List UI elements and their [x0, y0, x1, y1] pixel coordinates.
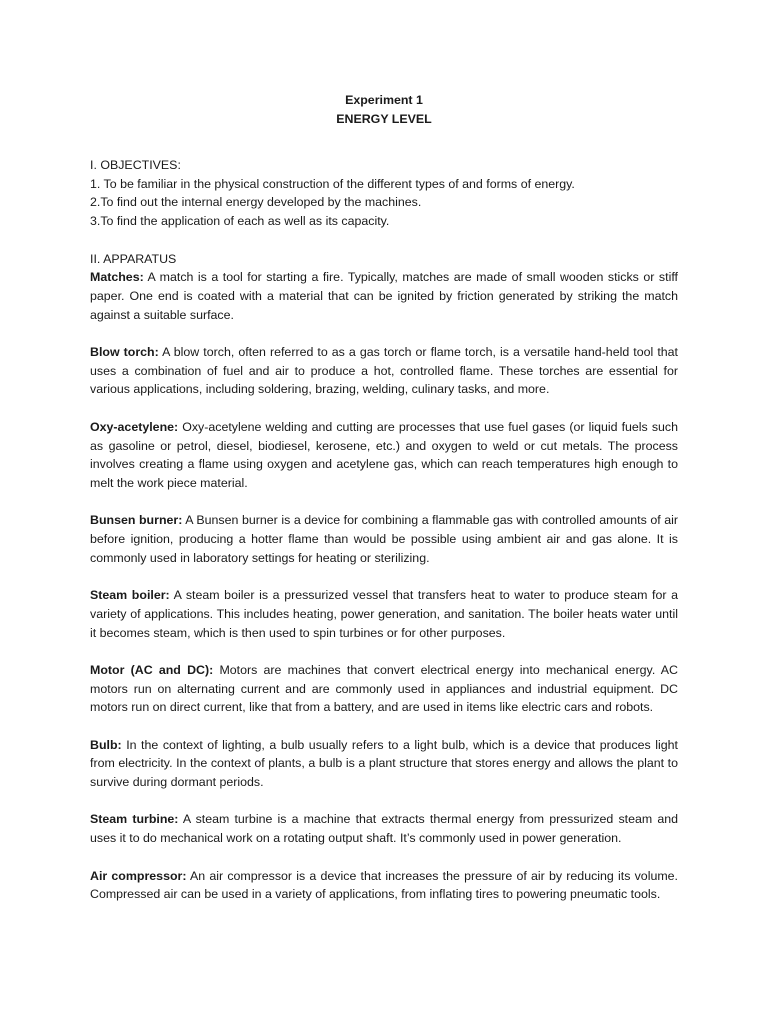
apparatus-term: Steam turbine:	[90, 812, 179, 827]
apparatus-term: Steam boiler:	[90, 588, 170, 603]
apparatus-description: A steam boiler is a pressurized vessel that transfers heat to water to produce steam for a variety of applications. This includes heating, power generation, and sanitation. The boiler heats water until it becomes steam, which is then used to spin turbines or for other purposes.	[90, 588, 679, 640]
apparatus-term: Motor (AC and DC):	[90, 662, 214, 677]
apparatus-heading: II. APPARATUS	[90, 251, 177, 266]
apparatus-term: Blow torch:	[90, 345, 159, 359]
apparatus-entry-bunsen-burner	[90, 511, 678, 567]
apparatus-description: In the context of lighting, a bulb usually refers to a light bulb, which is a device that produces light from electricity. In the context of plants, a bulb is a plant structure that stores energy and allows the plant to survive during dormant periods.	[90, 737, 678, 790]
objective-item: 2.To find out the internal energy developed by the machines.	[90, 195, 422, 210]
title-block	[90, 91, 678, 129]
apparatus-description: A Bunsen burner is a device for combining a flammable gas with controlled amounts of air before ignition, producing a hotter flame than would be possible using ambient air and gas alone. It is commonly used in laboratory settings for heating or sterilizing.	[90, 513, 678, 565]
apparatus-term: Air compressor:	[90, 868, 187, 883]
objective-item: 3.To find the application of each as well as its capacity.	[90, 214, 390, 229]
apparatus-entry-oxy-acetylene	[90, 418, 678, 493]
apparatus-entry-steam-turbine	[90, 810, 678, 847]
apparatus-entry-matches	[90, 268, 678, 324]
apparatus-description: Oxy-acetylene welding and cutting are processes that use fuel gases (or liquid fuels such as gasoline or petrol, diesel, biodiesel, kerosene, etc.) and oxygen to weld or cut metals. The process involves creating a flame using oxygen and acetylene gas, which can reach temperatures high enough to melt the work piece material.	[90, 419, 678, 490]
objectives-section	[90, 156, 678, 231]
experiment-title: ENERGY LEVEL	[336, 112, 432, 126]
apparatus-term: Matches:	[90, 270, 144, 285]
apparatus-description: A match is a tool for starting a fire. Typically, matches are made of small wooden sticks or stiff paper. One end is coated with a material that can be ignited by friction generated by striking the match against a suitable surface.	[90, 270, 678, 322]
apparatus-description: A blow torch, often referred to as a gas torch or flame torch, is a versatile hand-held tool that uses a combination of fuel and air to produce a hot, controlled flame. These torches are essential for various applications, including soldering, brazing, welding, culinary tasks, and more.	[90, 345, 678, 397]
experiment-number: Experiment 1	[345, 93, 423, 107]
apparatus-term: Bulb:	[90, 737, 122, 752]
apparatus-description: A steam turbine is a machine that extracts thermal energy from pressurized steam and uses it to do mechanical work on a rotating output shaft. It’s commonly used in power generation.	[90, 812, 678, 846]
apparatus-entry-bulb	[90, 736, 678, 792]
apparatus-entry-air-compressor	[90, 867, 678, 904]
apparatus-section	[90, 250, 678, 904]
apparatus-entry-blow-torch	[90, 343, 678, 399]
objectives-heading: I. OBJECTIVES:	[90, 158, 181, 172]
apparatus-entry-steam-boiler	[90, 586, 678, 642]
apparatus-term: Bunsen burner:	[90, 513, 183, 528]
apparatus-description: An air compressor is a device that increases the pressure of air by reducing its volume. Compressed air can be used in a variety of applications, from inflating tires to powering pneumatic tools.	[90, 868, 679, 902]
apparatus-description: Motors are machines that convert electrical energy into mechanical energy. AC motors run on alternating current and are commonly used in appliances and industrial equipment. DC motors run on direct current, like that from a battery, and are used in items like electric cars and robots.	[90, 662, 678, 715]
apparatus-term: Oxy-acetylene:	[90, 419, 179, 434]
objective-item: 1. To be familiar in the physical construction of the different types of and forms of energy.	[90, 176, 575, 191]
apparatus-entry-motor	[90, 661, 678, 717]
